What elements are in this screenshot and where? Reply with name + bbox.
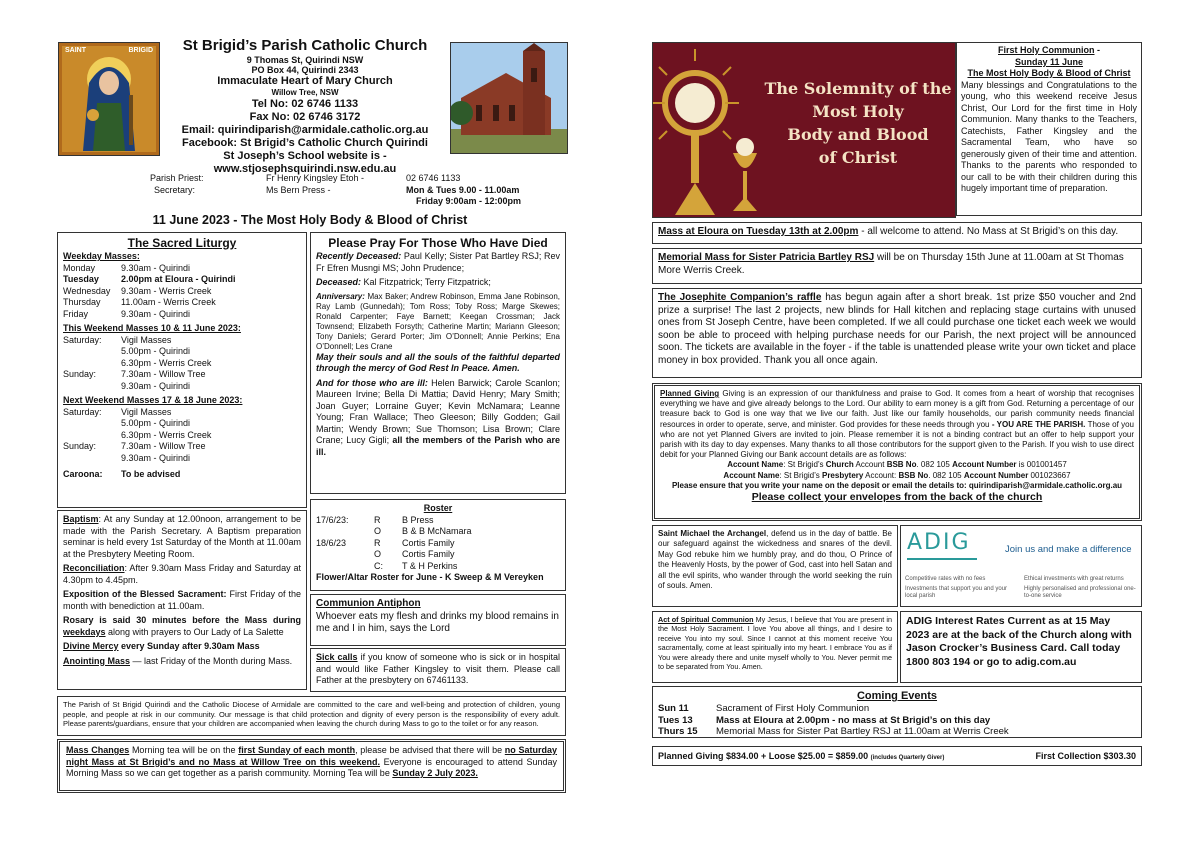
church-name: St Brigid’s Parish Catholic Church — [182, 37, 428, 54]
ill-text: Helen Barwick; Carole Scanlon; Maureen Irvine; Bella Di Mattia; David Henry; Mary Smith; Joan Guyer; Lorraine Guyer; Kevin McNamara; Leanne Young; Fran Wallace; Theo Gleeson; Billy Godden; Gail Martin; Wendy Brown; Sue Thomson; Lisa Brown; Clare Crane; Lucy Gigli; — [316, 377, 560, 445]
finance-box — [652, 746, 1142, 766]
weekday-mass — [63, 297, 301, 309]
next-weekend-mass — [63, 430, 301, 442]
sacraments-box — [57, 510, 307, 690]
ill-label: And for those who are ill: — [316, 377, 428, 388]
church-photo — [450, 42, 568, 154]
giving-you-are: - YOU ARE THE PARISH. — [991, 419, 1086, 429]
church-building-icon — [451, 43, 567, 153]
adig-benefit-1: Competitive rates with no fees — [905, 576, 986, 582]
rosary-label: Rosary is said 30 minutes before the Mass during — [63, 615, 301, 625]
roster-role: R — [374, 537, 381, 548]
adig-benefit-4: Highly personalised and professional one-to-one service — [1024, 585, 1136, 599]
next-weekend-mass-time: 6.30pm - Werris Creek — [121, 429, 212, 440]
may-rest-text: May their souls and all the souls of the faithful departed through the mercy of God Rest In Peace. Amen. — [316, 351, 560, 373]
next-weekend-mass-time: Vigil Masses — [121, 406, 172, 417]
next-weekend-mass-time: 5.00pm - Quirindi — [121, 418, 191, 428]
antiphon-text: Whoever eats my flesh and drinks my blood remains in me and I in him, says the Lord — [316, 610, 559, 634]
adig-benefit-2: Ethical investments with great returns — [1024, 576, 1124, 582]
this-weekend-mass-day — [63, 381, 121, 393]
next-weekend-mass — [63, 453, 301, 465]
event-day: Tues 13 — [658, 714, 693, 726]
communion-date: Sunday 11 June — [1014, 56, 1084, 67]
roster-date — [316, 549, 374, 561]
adig-rates-box — [900, 611, 1142, 683]
next-weekend-heading: Next Weekend Masses 17 & 18 June 2023: — [63, 395, 243, 405]
this-weekend-mass — [63, 346, 301, 358]
antiphon-title: Communion Antiphon — [316, 598, 421, 609]
adig-rates-text: ADIG Interest Rates Current as at 15 May 2023 are at the back of the Church along with Jason Crocker’s Business Card. Call today 1800 803 194 or go to adig.com.au — [906, 615, 1132, 668]
roster-role: O — [374, 549, 382, 559]
adig-benefit-3: Investments that support you and your local parish — [905, 585, 1008, 599]
account-number-1-label: Account Number — [952, 460, 1017, 470]
next-weekend-mass-time: 7.30am - Willow Tree — [121, 441, 206, 451]
fax-number: Fax No: 02 6746 3172 — [249, 111, 361, 123]
next-weekend-list — [63, 407, 301, 465]
weekday-mass-day: Thursday — [63, 297, 101, 307]
deceased-label: Deceased: — [316, 277, 362, 287]
next-weekend-mass-day: Sunday: — [63, 441, 97, 451]
icon-caption-saint: SAINT — [65, 47, 86, 54]
account-1-rest: Account — [853, 460, 887, 470]
baptism-label: Baptism — [63, 514, 99, 524]
event-text: Sacrament of First Holy Communion — [716, 703, 870, 714]
roster-row — [316, 526, 560, 538]
spiritual-text: My Jesus, I believe that You are present in the Most Holy Sacrament. I love You above all things, and I desire to receive You into my soul. Since I cannot at this moment receive You sacramentally, come at least spiritually into my heart. I embrace You as if You were already there and unite myself wholly to You. Never permit me to be separated from You. Amen. — [658, 615, 892, 672]
communion-subtitle: The Most Holy Body & Blood of Christ — [967, 68, 1131, 78]
pray-title: Please Pray For Those Who Have Died — [328, 236, 548, 250]
first-communion-box — [956, 42, 1142, 216]
safeguarding-notice: The Parish of St Brigid Quirindi and the Catholic Diocese of Armidale are committed to the care and well-being and protection of children, young people, and people at risk in our community. Our message is that child protection and dignity of every person is the responsibility of every adult. Please parents/guardians, ensure that your children are accompanied when leaving the church during Mass to go to the toilet or for any reason. — [57, 696, 566, 736]
icon-caption-brigid: BRIGID — [128, 47, 153, 54]
recent-text: Paul Kelly; Sister Pat Bartley RSJ; Rev Fr Efren Musngi MS; John Prudence; — [316, 251, 560, 273]
saint-brigid-figure-icon — [59, 43, 159, 155]
po-box: PO Box 44, Quirindi 2343 — [251, 65, 359, 75]
banner-line-2: Most Holy — [812, 102, 904, 121]
weekday-mass-day: Tuesday — [63, 274, 99, 284]
date-title: 11 June 2023 - The Most Holy Body & Blood of Christ — [152, 213, 468, 227]
office-hours-2: Friday 9:00am - 12:00pm — [416, 196, 522, 206]
account-2-rest: Account: — [863, 470, 899, 480]
priest-phone: 02 6746 1133 — [406, 173, 461, 183]
liturgy-title: The Sacred Liturgy — [127, 236, 237, 250]
roster-name: B Press — [402, 514, 434, 525]
reconciliation-label: Reconciliation — [63, 563, 125, 573]
mass-changes-text-3: Everyone is encouraged to attend Sunday Morning Mass so we can get together as a parish community. Morning Tea will be — [66, 756, 557, 778]
event-row — [658, 703, 1136, 715]
baptism-text: : At any Sunday at 12.00noon, arrangement to be made with the Parish Secretary. A Baptism preparation seminar is held every 1st Saturday of the Month at 11.00am at the Presbytery Meeting Room. — [63, 514, 301, 559]
event-row — [658, 726, 1136, 738]
this-weekend-heading: This Weekend Masses 10 & 11 June 2023: — [63, 323, 241, 333]
this-weekend-mass-day — [63, 346, 121, 358]
this-weekend-mass-day: Sunday: — [63, 369, 97, 379]
this-weekend-mass — [63, 335, 301, 347]
mass-changes-label: Mass Changes — [66, 745, 130, 755]
divine-mercy-label: Divine Mercy — [63, 641, 119, 651]
this-weekend-mass-time: Vigil Masses — [121, 334, 172, 345]
weekday-mass — [63, 309, 301, 321]
adig-advert — [900, 525, 1142, 607]
weekday-mass-time: 11.00am - Werris Creek — [121, 297, 216, 307]
priest-name: Fr Henry Kingsley Etoh - — [266, 173, 365, 183]
account-2-name: : St Brigid’s — [779, 470, 822, 480]
this-weekend-mass — [63, 358, 301, 370]
roster-row — [316, 538, 560, 550]
next-weekend-mass-time: 9.30am - Quirindi — [121, 452, 191, 463]
bsb-1-label: BSB No — [886, 460, 917, 470]
this-weekend-mass-time: 5.00pm - Quirindi — [121, 346, 191, 356]
next-weekend-mass-day — [63, 418, 121, 430]
antiphon-box — [310, 594, 566, 646]
this-weekend-mass — [63, 369, 301, 381]
this-weekend-mass-time: 9.30am - Quirindi — [121, 380, 191, 391]
reconciliation-text: : After 9.30am Mass Friday and Saturday at 4.30pm to 4.45pm. — [63, 563, 301, 585]
please-pray-box — [310, 232, 566, 494]
rosary-weekdays: weekdays — [63, 626, 106, 637]
michael-text: , defend us in the day of battle. Be our safeguard against the wickedness and snares of the devil. May God rebuke him we humbly pray, and do thou, O Prince of the Heavenly Hosts, by the power of God, cast into hell Satan and all the evil spirits, who wander through the world seeking the ruin of souls. Amen. — [658, 529, 892, 591]
this-weekend-mass — [63, 381, 301, 393]
roster-name: B & B McNamara — [402, 526, 472, 536]
this-weekend-mass-time: 7.30am - Willow Tree — [121, 369, 206, 379]
bsb-2-label: BSB No — [898, 470, 929, 480]
sick-calls-label: Sick calls — [316, 652, 358, 662]
first-collection: First Collection $303.30 — [1035, 751, 1136, 761]
email-address[interactable]: Email: quirindiparish@armidale.catholic.org.au — [181, 124, 429, 136]
roster-row — [316, 561, 560, 573]
bsb-2-value: . 082 105 — [928, 470, 964, 480]
adig-tagline: Join us and make a difference — [1005, 544, 1132, 555]
event-day: Sun 11 — [658, 703, 689, 714]
roster-box — [310, 499, 566, 591]
caroona-label: Caroona: — [63, 469, 103, 479]
school-website-label: St Joseph’s School website is - — [223, 150, 387, 162]
roster-role: C: — [374, 560, 383, 571]
this-weekend-list — [63, 335, 301, 393]
this-weekend-mass-day — [63, 358, 121, 370]
banner-line-4: of Christ — [818, 148, 898, 167]
next-weekend-mass — [63, 407, 301, 419]
weekday-mass-time: 9.30am - Quirindi — [121, 308, 191, 319]
roster-role: O — [374, 526, 382, 536]
bsb-1-value: . 082 105 — [916, 460, 953, 470]
roster-name: Cortis Family — [402, 537, 455, 548]
facebook-page[interactable]: Facebook: St Brigid’s Catholic Church Quirindi — [182, 137, 428, 149]
solemnity-banner — [652, 42, 956, 218]
giving-label: Planned Giving — [660, 389, 720, 398]
quarterly-note: (includes Quarterly Giver) — [870, 755, 945, 761]
mass-changes-highlight-1: first Sunday of each month — [238, 745, 356, 755]
secretary-name: Ms Bern Press - — [266, 184, 331, 195]
weekday-mass-day: Wednesday — [63, 285, 111, 296]
roster-list — [316, 515, 560, 573]
communion-title: First Holy Communion — [998, 45, 1095, 55]
account-1-type: Church — [825, 460, 854, 470]
account-1-label: Account Name — [727, 460, 784, 470]
mass-changes-highlight-2: no Saturday night Mass at St Brigid’s and no Mass at Willow Tree on this weekend. — [66, 745, 558, 767]
roster-row — [316, 549, 560, 561]
next-weekend-mass — [63, 441, 301, 453]
this-weekend-mass-day: Saturday: — [63, 334, 102, 345]
communion-title-suffix: - — [1094, 45, 1100, 55]
communion-text: Many blessings and Congratulations to the young, who this weekend receive Jesus Christ, Our Lord for the first time in Holy Communion. Many thanks to the Teachers, Catechists, Father Kingsley and the Sacramental Team, who have so generously given of their time and attention. Thanks to the parents who responded to our call to be with their children during this hugely important time of preparation. — [961, 79, 1137, 193]
spiritual-label: Act of Spiritual Communion — [658, 615, 754, 624]
eloura-label: Mass at Eloura on Tuesday 13th at 2.00pm — [658, 226, 859, 237]
event-text: Mass at Eloura at 2.00pm - no mass at St Brigid’s on this day — [716, 714, 991, 726]
account-number-1-value: is 001001457 — [1016, 460, 1067, 470]
giving-ensure: Please ensure that you write your name on the deposit or email the details to: quirindiparish@armidale.catholic.org.au — [671, 480, 1123, 490]
weekday-mass — [63, 286, 301, 298]
giving-text-2: Those of you who are not yet Planned Givers are invited to join. Please remember it is not a binding contract but an offer to help support your parish with its day to day expenses. Many thanks to all those contributors for the support given to the Parish. If you wish to use direct debit for your Planned Giving our Bank account details are as follows: — [660, 419, 1134, 460]
rosary-text: along with prayers to Our Lady of La Salette — [105, 626, 284, 637]
weekday-mass-time: 9.30am - Werris Creek — [121, 285, 212, 296]
office-hours-1: Mon & Tues 9.00 - 11.00am — [406, 184, 520, 195]
weekday-mass-day: Friday — [63, 308, 89, 319]
mass-changes-box — [57, 739, 566, 793]
giving-collect: Please collect your envelopes from the back of the church — [751, 491, 1043, 504]
mass-changes-text-2: , please be advised that there will be — [355, 745, 505, 755]
planned-giving-box — [652, 383, 1142, 521]
account-1-name: : St Brigid’s — [783, 460, 826, 470]
exposition-label: Exposition of the Blessed Sacrament: — [63, 589, 227, 599]
anointing-label: Anointing Mass — [63, 655, 130, 666]
saint-brigid-icon-image — [58, 42, 160, 156]
account-2-type: Presbytery — [821, 470, 864, 480]
banner-line-1: The Solemnity of the — [764, 79, 952, 98]
mass-changes-text-1: Morning tea will be on the — [129, 745, 239, 755]
next-weekend-mass-day: Saturday: — [63, 406, 102, 417]
weekday-mass-time: 2.00pm at Eloura - Quirindi — [121, 274, 236, 284]
roster-date — [316, 526, 374, 538]
ill-tail: all the members of the Parish who are ill. — [316, 435, 560, 457]
account-number-2-value: 001023667 — [1028, 470, 1071, 480]
roster-title: Roster — [423, 503, 453, 513]
telephone-number: Tel No: 02 6746 1133 — [251, 98, 359, 110]
raffle-text: has begun again after a short break. 1st prize $50 voucher and 2nd prize a surprise! The last 2 projects, new blinds for Hall kitchen and replacing stage curtains with unused ones from St Joseph Centre, have been completed. If we all could purchase one ticket each week we would soon be able to proceed with helping purchase needs for our Parish, the next project will be announced soon. The tickets are available in the foyer - if the table is unattended please write your own ticket and place money in box provided. Thank you all once again. — [658, 292, 1136, 366]
next-weekend-mass-day — [63, 430, 121, 442]
michael-label: Saint Michael the Archangel — [658, 529, 767, 538]
planned-giving-total: Planned Giving $834.00 + Loose $25.00 = $859.00 — [658, 751, 869, 761]
event-day: Thurs 15 — [658, 726, 698, 737]
weekday-masses-list — [63, 263, 301, 321]
flower-roster: Flower/Altar Roster for June - K Sweep & M Vereyken — [316, 572, 544, 582]
weekday-mass — [63, 263, 301, 275]
monstrance-chalice-icon — [653, 43, 773, 217]
second-church-name: Immaculate Heart of Mary Church — [217, 75, 393, 87]
weekday-mass — [63, 274, 301, 286]
st-michael-box — [652, 525, 898, 607]
roster-date: 17/6/23: — [316, 514, 349, 525]
roster-row — [316, 515, 560, 527]
account-number-2-label: Account Number — [963, 470, 1029, 480]
roster-name: T & H Perkins — [402, 560, 458, 571]
banner-line-3: Body and Blood — [787, 125, 929, 144]
anniversary-text: Max Baker; Andrew Robinson, Emma Jane Robinson, Ray Lamb (Gunnedah); Tom Ross; Toby Ross; Marge Skewes; Ronald Carpenter; Faye Barnett; Keegan Crossman; Jack Townsend; Elizabeth Forsyth; Catherine Martin; Mariann Gleeson; Tony Daniels; Gerard Porter; Jim O’Donnell; Annie Perkins; Ena O’Donnell; Les Crane — [316, 291, 560, 351]
memorial-label: Memorial Mass for Sister Patricia Bartley RSJ — [658, 252, 875, 263]
next-weekend-mass-day — [63, 453, 121, 465]
sacred-liturgy-box — [57, 232, 307, 508]
deceased-text: Kal Fitzpatrick; Terry Fitzpatrick; — [361, 277, 491, 287]
roster-role: R — [374, 514, 381, 525]
church-address: 9 Thomas St, Quirindi NSW — [246, 55, 364, 65]
event-text: Memorial Mass for Sister Pat Bartley RSJ at 11.00am at Werris Creek — [716, 726, 1009, 737]
roster-date — [316, 561, 374, 573]
coming-events-box — [652, 686, 1142, 738]
memorial-box — [652, 248, 1142, 284]
giving-text: Giving is an expression of our thankfulness and praise to God. It comes from a heart of worship that recognises everything we have and give already belongs to the Lord. Our ability to earn money is a gift from God. Returning a percentage of our treasure back to God is one way that we live our faith. Just like our family households, our parish community needs financial resources in order to operate, serve, and minister. God provides for these needs through you — [660, 389, 1134, 429]
recent-label: Recently Deceased: — [316, 251, 402, 261]
raffle-label: The Josephite Companion’s raffle — [658, 292, 822, 303]
events-list — [658, 703, 1136, 738]
priest-label: Parish Priest: — [150, 173, 204, 183]
events-title: Coming Events — [856, 690, 938, 702]
sick-calls-box — [310, 648, 566, 692]
roster-date: 18/6/23 — [316, 537, 347, 548]
event-row — [658, 715, 1136, 727]
spiritual-communion-box — [652, 611, 898, 683]
anniversary-label: Anniversary: — [316, 291, 365, 301]
adig-logo-swoosh-icon — [907, 558, 977, 560]
sick-calls-text: if you know of someone who is sick or in hospital and would like Father Kingsley to visit them. Please call Father at the presbytery on 67461133. — [316, 652, 560, 685]
mass-changes-highlight-3: Sunday 2 July 2023. — [392, 768, 478, 778]
school-website-url[interactable]: www.stjosephsquirindi.nsw.edu.au — [213, 163, 397, 175]
raffle-box — [652, 288, 1142, 378]
next-weekend-mass — [63, 418, 301, 430]
roster-name: Cortis Family — [402, 549, 455, 559]
weekday-mass-day: Monday — [63, 262, 96, 273]
account-2-label: Account Name — [723, 470, 780, 480]
eloura-box — [652, 222, 1142, 244]
this-weekend-mass-time: 6.30pm - Werris Creek — [121, 357, 212, 368]
adig-logo: ADIG — [907, 530, 971, 555]
caroona-value: To be advised — [121, 469, 181, 479]
weekday-heading: Weekday Masses: — [63, 251, 140, 261]
weekday-mass-time: 9.30am - Quirindi — [121, 262, 191, 273]
exposition-text: First Friday of the month with benediction at 11.00am. — [63, 589, 301, 611]
second-church-location: Willow Tree, NSW — [271, 88, 339, 97]
memorial-text: will be on Thursday 15th June at 11.00am at St Thomas More Werris Creek. — [658, 252, 1124, 276]
anointing-text: — last Friday of the Month during Mass. — [130, 655, 293, 666]
secretary-label: Secretary: — [154, 184, 196, 195]
eloura-text: - all welcome to attend. No Mass at St Brigid’s on this day. — [858, 226, 1119, 237]
divine-mercy-text: every Sunday after 9.30am Mass — [118, 641, 260, 651]
